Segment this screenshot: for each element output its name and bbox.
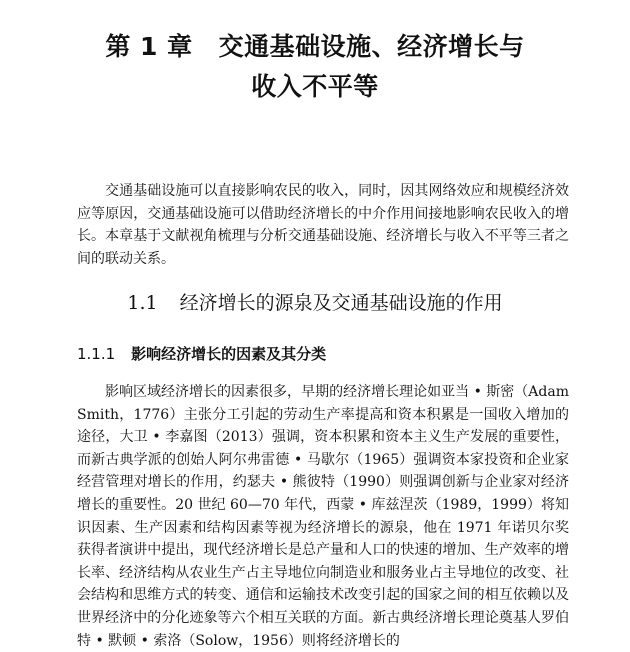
body-text: 影响区域经济增长的因素很多，早期的经济增长理论如亚当 • 斯密（Adam Smith，1776）主张分工引起的劳动生产率提高和资本积累是一国收入增加的途径，大卫 • 李嘉图（2013）强调，资本积累和资本主义生产发展的重要性，而新古典学派的创始人阿尔弗雷德 • 马歇尔（1965）强调资本家投资和企业家经营管理对增长的作用，约瑟夫 • 熊彼特（1990）则强调创新与企业家对经济增长的重要性。20 世纪 60—70 年代，西蒙 • 库兹涅茨（1989，1999）将知识因素、生产因素和结构因素等视为经济增长的源泉，他在 1971 年诺贝尔奖获得者演讲中提出，现代经济增长是总产量和人口的快速的增加、生产效率的增长率、经济结构从农业生产占主导地位向制造业和服务业占主导地位的改变、社会结构和思维方式的转变、通信和运输技术改变引起的国家之间的相互依赖以及世界经济中的分化迹象等六个相互关联的方面。新古典经济增长理论奠基人罗伯特 • 默顿 • 索洛（Solow，1956）则将经济增长的	[77, 384, 569, 649]
chapter-title-text: 交通基础设施、经济增长与	[218, 32, 525, 61]
body-paragraph	[77, 381, 569, 652]
subsection-title-text: 影响经济增长的因素及其分类	[131, 345, 327, 363]
chapter-title-line-2: 收入不平等	[251, 72, 379, 101]
intro-text: 交通基础设施可以直接影响农民的收入，同时，因其网络效应和规模经济效应等原因，交通基础设施可以借助经济增长的中介作用间接地影响农民收入的增长。本章基于文献视角梳理与分析交通基础设施、经济增长与收入不平等三者之间的联动关系。	[77, 183, 569, 267]
subsection-heading	[77, 343, 326, 365]
intro-paragraph	[77, 180, 569, 270]
section-number: 1.1	[127, 292, 158, 314]
chapter-title-line-1	[0, 30, 630, 64]
chapter-number: 第 1 章	[105, 32, 193, 61]
section-heading	[0, 290, 630, 316]
section-title-text: 经济增长的源泉及交通基础设施的作用	[179, 292, 503, 314]
subsection-number: 1.1.1	[77, 345, 116, 363]
